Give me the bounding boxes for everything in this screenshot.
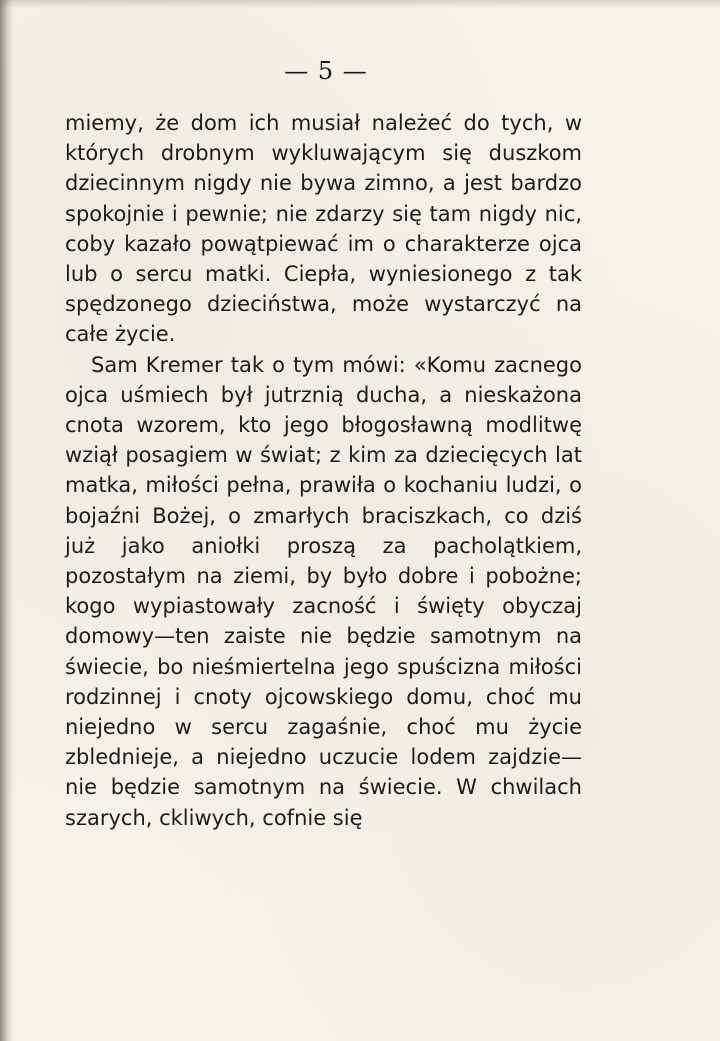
body-text bbox=[65, 108, 582, 833]
paragraph-continuation: miemy, że dom ich musiał należeć do tych, w których drobnym wykluwającym się duszkom dziecinnym nigdy nie bywa zimno, a jest bardzo spokojnie i pewnie; nie zdarzy się tam nigdy nic, coby kazało powątpiewać im o charakterze ojca lub o sercu matki. Ciepła, wyniesionego z tak spędzonego dzieciństwa, może wystarczyć na całe życie. bbox=[65, 111, 582, 347]
binding-shadow bbox=[0, 0, 14, 1041]
paragraph-quote: Sam Kremer tak o tym mówi: «Komu zacnego ojca uśmiech był jutrznią ducha, a nieskażona cnota wzorem, kto jego błogosławną modlitwę wziął posagiem w świat; z kim za dziecięcych lat matka, miłości pełna, prawiła o kochaniu ludzi, o bojaźni Bożej, o zmarłych braciszkach, co dziś już jako aniołki proszą za pacholątkiem, pozostałym na ziemi, by było dobre i pobożne; kogo wypiastowały zacność i święty obyczaj domowy—ten zaiste nie będzie samotnym na świecie, bo nieśmiertelna jego spuścizna miłości rodzinnej i cnoty ojcowskiego domu, choć mu niejedno w sercu zagaśnie, choć mu życie zblednieje, a niejedno uczucie lodem zajdzie—nie będzie samotnym na świecie. W chwilach szarych, ckliwych, cofnie się bbox=[65, 352, 582, 830]
page-number: — 5 — bbox=[284, 57, 368, 85]
top-edge-shadow bbox=[0, 0, 720, 8]
